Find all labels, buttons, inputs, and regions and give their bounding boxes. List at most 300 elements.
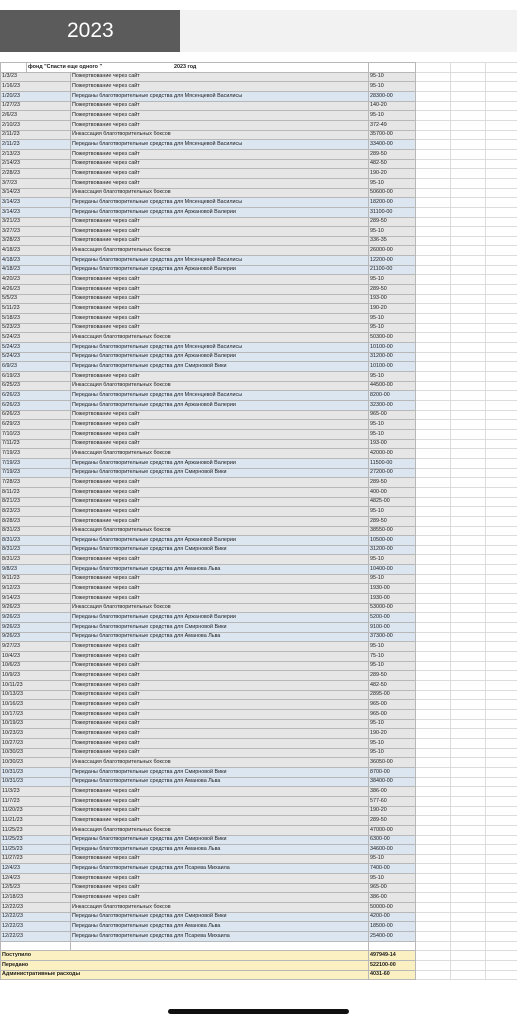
grid-cell[interactable] bbox=[416, 671, 451, 681]
date-cell[interactable]: 8/31/23 bbox=[1, 545, 71, 555]
grid-cell[interactable] bbox=[451, 816, 486, 826]
description-cell[interactable]: Переданы благотворительные средства для Псарева Михаила bbox=[71, 932, 369, 942]
grid-cell[interactable] bbox=[416, 169, 451, 179]
totals-value-cell[interactable]: 497949-14 bbox=[369, 951, 416, 961]
date-cell[interactable]: 8/28/23 bbox=[1, 516, 71, 526]
grid-cell[interactable] bbox=[451, 82, 486, 92]
description-cell[interactable]: Переданы благотворительные средства для Мясенцевой Василисы bbox=[71, 343, 369, 353]
amount-cell[interactable]: 42000-00 bbox=[369, 449, 416, 459]
grid-cell[interactable] bbox=[451, 681, 486, 691]
grid-cell[interactable] bbox=[486, 439, 517, 449]
date-cell[interactable]: 3/14/23 bbox=[1, 207, 71, 217]
amount-cell[interactable]: 10100-00 bbox=[369, 362, 416, 372]
grid-cell[interactable] bbox=[416, 149, 451, 159]
date-cell[interactable]: 7/11/23 bbox=[1, 439, 71, 449]
amount-cell[interactable]: 95-10 bbox=[369, 661, 416, 671]
date-cell[interactable]: 8/31/23 bbox=[1, 526, 71, 536]
amount-cell[interactable]: 4825-00 bbox=[369, 497, 416, 507]
grid-cell[interactable] bbox=[451, 777, 486, 787]
grid-cell[interactable] bbox=[416, 748, 451, 758]
grid-cell[interactable] bbox=[486, 941, 517, 951]
grid-cell[interactable] bbox=[416, 285, 451, 295]
grid-cell[interactable] bbox=[486, 169, 517, 179]
date-cell[interactable]: 4/26/23 bbox=[1, 285, 71, 295]
grid-cell[interactable] bbox=[451, 738, 486, 748]
grid-cell[interactable] bbox=[416, 874, 451, 884]
grid-cell[interactable] bbox=[416, 120, 451, 130]
grid-cell[interactable] bbox=[451, 748, 486, 758]
grid-cell[interactable] bbox=[451, 410, 486, 420]
grid-cell[interactable] bbox=[451, 545, 486, 555]
description-cell[interactable]: Пожертвование через сайт bbox=[71, 236, 369, 246]
grid-cell[interactable] bbox=[416, 420, 451, 430]
amount-cell[interactable]: 577-60 bbox=[369, 796, 416, 806]
grid-cell[interactable] bbox=[451, 806, 486, 816]
amount-cell[interactable]: 95-10 bbox=[369, 372, 416, 382]
grid-cell[interactable] bbox=[451, 236, 486, 246]
grid-cell[interactable] bbox=[451, 381, 486, 391]
grid-cell[interactable] bbox=[486, 101, 517, 111]
grid-cell[interactable] bbox=[416, 362, 451, 372]
totals-value-cell[interactable]: 522100-00 bbox=[369, 961, 416, 971]
grid-cell[interactable] bbox=[416, 574, 451, 584]
grid-cell[interactable] bbox=[486, 787, 517, 797]
grid-cell[interactable] bbox=[451, 864, 486, 874]
date-cell[interactable]: 10/23/23 bbox=[1, 729, 71, 739]
amount-cell[interactable]: 95-10 bbox=[369, 275, 416, 285]
amount-cell[interactable]: 32300-00 bbox=[369, 400, 416, 410]
amount-cell[interactable]: 27200-00 bbox=[369, 468, 416, 478]
amount-cell[interactable]: 47000-00 bbox=[369, 825, 416, 835]
date-cell[interactable]: 9/27/23 bbox=[1, 642, 71, 652]
totals-label-cell[interactable]: Передано bbox=[1, 961, 369, 971]
amount-cell[interactable]: 31200-00 bbox=[369, 352, 416, 362]
amount-cell[interactable]: 53000-00 bbox=[369, 603, 416, 613]
amount-cell[interactable]: 193-00 bbox=[369, 439, 416, 449]
grid-cell[interactable] bbox=[416, 603, 451, 613]
grid-cell[interactable] bbox=[416, 845, 451, 855]
description-cell[interactable]: Пожертвование через сайт bbox=[71, 429, 369, 439]
description-cell[interactable]: Переданы благотворительные средства для Аманова Льва bbox=[71, 632, 369, 642]
grid-cell[interactable] bbox=[486, 922, 517, 932]
date-cell[interactable]: 6/9/23 bbox=[1, 362, 71, 372]
grid-cell[interactable] bbox=[486, 265, 517, 275]
grid-cell[interactable] bbox=[486, 594, 517, 604]
grid-cell[interactable] bbox=[416, 545, 451, 555]
description-cell[interactable]: Пожертвование через сайт bbox=[71, 323, 369, 333]
amount-cell[interactable]: 372-49 bbox=[369, 120, 416, 130]
grid-cell[interactable] bbox=[451, 758, 486, 768]
date-cell[interactable]: 7/19/23 bbox=[1, 468, 71, 478]
description-cell[interactable]: Переданы благотворительные средства для Смирновой Вики bbox=[71, 835, 369, 845]
grid-cell[interactable] bbox=[486, 420, 517, 430]
amount-cell[interactable]: 965-00 bbox=[369, 700, 416, 710]
description-cell[interactable]: Инкассация благотворительных боксов bbox=[71, 188, 369, 198]
description-cell[interactable]: Пожертвование через сайт bbox=[71, 439, 369, 449]
amount-cell[interactable]: 95-10 bbox=[369, 748, 416, 758]
grid-cell[interactable] bbox=[451, 159, 486, 169]
amount-cell[interactable]: 31100-00 bbox=[369, 207, 416, 217]
amount-cell[interactable]: 26000-00 bbox=[369, 246, 416, 256]
amount-cell[interactable]: 95-10 bbox=[369, 574, 416, 584]
grid-cell[interactable] bbox=[451, 951, 486, 961]
date-cell[interactable]: 4/18/23 bbox=[1, 246, 71, 256]
grid-cell[interactable] bbox=[416, 449, 451, 459]
grid-cell[interactable] bbox=[486, 227, 517, 237]
grid-cell[interactable] bbox=[451, 352, 486, 362]
date-cell[interactable]: 12/22/23 bbox=[1, 922, 71, 932]
grid-cell[interactable] bbox=[416, 82, 451, 92]
grid-cell[interactable] bbox=[451, 961, 486, 971]
grid-cell[interactable] bbox=[451, 700, 486, 710]
grid-cell[interactable] bbox=[416, 767, 451, 777]
amount-cell[interactable]: 5200-00 bbox=[369, 613, 416, 623]
grid-cell[interactable] bbox=[486, 82, 517, 92]
amount-cell[interactable]: 44500-00 bbox=[369, 381, 416, 391]
date-cell[interactable]: 6/25/23 bbox=[1, 381, 71, 391]
amount-cell[interactable]: 289-50 bbox=[369, 285, 416, 295]
grid-cell[interactable] bbox=[416, 555, 451, 565]
grid-cell[interactable] bbox=[451, 555, 486, 565]
grid-cell[interactable] bbox=[416, 729, 451, 739]
grid-cell[interactable] bbox=[486, 381, 517, 391]
grid-cell[interactable] bbox=[451, 574, 486, 584]
date-cell[interactable]: 9/26/23 bbox=[1, 632, 71, 642]
grid-cell[interactable] bbox=[486, 874, 517, 884]
grid-cell[interactable] bbox=[451, 91, 486, 101]
amount-cell[interactable]: 21100-00 bbox=[369, 265, 416, 275]
description-cell[interactable]: Переданы благотворительные средства для Смирновой Вики bbox=[71, 767, 369, 777]
amount-cell[interactable]: 12200-00 bbox=[369, 256, 416, 266]
description-cell[interactable]: Пожертвование через сайт bbox=[71, 497, 369, 507]
grid-cell[interactable] bbox=[486, 845, 517, 855]
amount-cell[interactable]: 6300-00 bbox=[369, 835, 416, 845]
date-cell[interactable]: 10/31/23 bbox=[1, 777, 71, 787]
home-indicator[interactable] bbox=[168, 1009, 349, 1014]
description-cell[interactable]: Пожертвование через сайт bbox=[71, 681, 369, 691]
grid-cell[interactable] bbox=[416, 864, 451, 874]
grid-cell[interactable] bbox=[451, 623, 486, 633]
grid-cell[interactable] bbox=[416, 333, 451, 343]
date-cell[interactable]: 10/4/23 bbox=[1, 652, 71, 662]
grid-cell[interactable] bbox=[486, 217, 517, 227]
grid-cell[interactable] bbox=[451, 130, 486, 140]
date-cell[interactable]: 3/14/23 bbox=[1, 188, 71, 198]
grid-cell[interactable] bbox=[416, 207, 451, 217]
description-cell[interactable]: Пожертвование через сайт bbox=[71, 82, 369, 92]
description-cell[interactable]: Инкассация благотворительных боксов bbox=[71, 449, 369, 459]
description-cell[interactable]: Пожертвование через сайт bbox=[71, 72, 369, 82]
grid-cell[interactable] bbox=[451, 642, 486, 652]
totals-value-cell[interactable]: 4031-60 bbox=[369, 970, 416, 980]
date-cell[interactable]: 11/21/23 bbox=[1, 816, 71, 826]
grid-cell[interactable] bbox=[451, 719, 486, 729]
amount-cell[interactable]: 38400-00 bbox=[369, 777, 416, 787]
grid-cell[interactable] bbox=[416, 323, 451, 333]
grid-cell[interactable] bbox=[416, 381, 451, 391]
description-cell[interactable]: Инкассация благотворительных боксов bbox=[71, 825, 369, 835]
grid-cell[interactable] bbox=[486, 285, 517, 295]
amount-cell[interactable]: 34600-00 bbox=[369, 845, 416, 855]
date-cell[interactable]: 3/21/23 bbox=[1, 217, 71, 227]
amount-cell[interactable]: 289-50 bbox=[369, 217, 416, 227]
grid-cell[interactable] bbox=[451, 372, 486, 382]
date-cell[interactable]: 9/26/23 bbox=[1, 603, 71, 613]
grid-cell[interactable] bbox=[416, 140, 451, 150]
description-cell[interactable]: Пожертвование через сайт bbox=[71, 101, 369, 111]
grid-cell[interactable] bbox=[416, 236, 451, 246]
amount-cell[interactable]: 95-10 bbox=[369, 323, 416, 333]
amount-cell[interactable]: 95-10 bbox=[369, 874, 416, 884]
grid-cell[interactable] bbox=[451, 661, 486, 671]
description-cell[interactable]: Переданы благотворительные средства для Смирновой Вики bbox=[71, 362, 369, 372]
description-cell[interactable]: Переданы благотворительные средства для Смирновой Вики bbox=[71, 545, 369, 555]
date-cell[interactable]: 2/10/23 bbox=[1, 120, 71, 130]
date-cell[interactable]: 11/25/23 bbox=[1, 835, 71, 845]
grid-cell[interactable] bbox=[486, 178, 517, 188]
grid-cell[interactable] bbox=[451, 912, 486, 922]
grid-cell[interactable] bbox=[451, 565, 486, 575]
grid-cell[interactable] bbox=[416, 787, 451, 797]
description-cell[interactable]: Переданы благотворительные средства для Аманова Льва bbox=[71, 922, 369, 932]
grid-cell[interactable] bbox=[416, 256, 451, 266]
grid-cell[interactable] bbox=[451, 796, 486, 806]
grid-cell[interactable] bbox=[451, 198, 486, 208]
grid-cell[interactable] bbox=[486, 256, 517, 266]
date-cell[interactable]: 9/14/23 bbox=[1, 594, 71, 604]
date-cell[interactable]: 12/22/23 bbox=[1, 912, 71, 922]
date-cell[interactable]: 7/28/23 bbox=[1, 478, 71, 488]
grid-cell[interactable] bbox=[486, 574, 517, 584]
grid-cell[interactable] bbox=[486, 458, 517, 468]
description-cell[interactable]: Переданы благотворительные средства для Аманова Льва bbox=[71, 845, 369, 855]
date-cell[interactable]: 2/11/23 bbox=[1, 130, 71, 140]
date-cell[interactable]: 5/24/23 bbox=[1, 352, 71, 362]
description-cell[interactable]: Пожертвование через сайт bbox=[71, 796, 369, 806]
description-cell[interactable]: Переданы благотворительные средства для Аманова Льва bbox=[71, 777, 369, 787]
grid-cell[interactable] bbox=[451, 304, 486, 314]
grid-cell[interactable] bbox=[486, 777, 517, 787]
grid-cell[interactable] bbox=[451, 652, 486, 662]
grid-cell[interactable] bbox=[416, 796, 451, 806]
amount-cell[interactable]: 190-20 bbox=[369, 806, 416, 816]
grid-cell[interactable] bbox=[1, 941, 71, 951]
amount-cell[interactable]: 8700-00 bbox=[369, 767, 416, 777]
grid-cell[interactable] bbox=[451, 922, 486, 932]
grid-cell[interactable] bbox=[416, 893, 451, 903]
description-cell[interactable]: Пожертвование через сайт bbox=[71, 555, 369, 565]
date-cell[interactable]: 10/16/23 bbox=[1, 700, 71, 710]
grid-cell[interactable] bbox=[451, 458, 486, 468]
date-cell[interactable]: 2/11/23 bbox=[1, 140, 71, 150]
description-cell[interactable]: Пожертвование через сайт bbox=[71, 729, 369, 739]
grid-cell[interactable] bbox=[416, 372, 451, 382]
amount-cell[interactable]: 95-10 bbox=[369, 178, 416, 188]
grid-cell[interactable] bbox=[486, 275, 517, 285]
grid-cell[interactable] bbox=[451, 275, 486, 285]
description-cell[interactable]: Пожертвование через сайт bbox=[71, 169, 369, 179]
grid-cell[interactable] bbox=[486, 507, 517, 517]
grid-cell[interactable] bbox=[416, 661, 451, 671]
date-cell[interactable]: 1/16/23 bbox=[1, 82, 71, 92]
grid-cell[interactable] bbox=[451, 149, 486, 159]
grid-cell[interactable] bbox=[486, 671, 517, 681]
date-cell[interactable]: 10/30/23 bbox=[1, 758, 71, 768]
grid-cell[interactable] bbox=[486, 970, 517, 980]
grid-cell[interactable] bbox=[416, 159, 451, 169]
grid-cell[interactable] bbox=[451, 468, 486, 478]
description-cell[interactable]: Пожертвование через сайт bbox=[71, 700, 369, 710]
date-cell[interactable]: 9/26/23 bbox=[1, 623, 71, 633]
description-cell[interactable]: Пожертвование через сайт bbox=[71, 574, 369, 584]
grid-cell[interactable] bbox=[486, 748, 517, 758]
amount-cell[interactable]: 36050-00 bbox=[369, 758, 416, 768]
date-cell[interactable]: 3/7/23 bbox=[1, 178, 71, 188]
amount-cell[interactable]: 95-10 bbox=[369, 420, 416, 430]
description-cell[interactable]: Пожертвование через сайт bbox=[71, 227, 369, 237]
header-cell-empty[interactable] bbox=[1, 63, 27, 73]
grid-cell[interactable] bbox=[416, 314, 451, 324]
description-cell[interactable]: Переданы благотворительные средства для Мясенцевой Василисы bbox=[71, 198, 369, 208]
date-cell[interactable]: 6/19/23 bbox=[1, 372, 71, 382]
grid-cell[interactable] bbox=[416, 825, 451, 835]
grid-cell[interactable] bbox=[486, 207, 517, 217]
grid-cell[interactable] bbox=[486, 188, 517, 198]
grid-cell[interactable] bbox=[416, 391, 451, 401]
grid-cell[interactable] bbox=[486, 903, 517, 913]
description-cell[interactable]: Пожертвование через сайт bbox=[71, 594, 369, 604]
grid-cell[interactable] bbox=[451, 333, 486, 343]
grid-cell[interactable] bbox=[416, 294, 451, 304]
grid-cell[interactable] bbox=[486, 613, 517, 623]
grid-cell[interactable] bbox=[486, 478, 517, 488]
grid-cell[interactable] bbox=[451, 671, 486, 681]
header-cell-value[interactable] bbox=[369, 63, 416, 73]
grid-cell[interactable] bbox=[416, 941, 451, 951]
description-cell[interactable]: Пожертвование через сайт bbox=[71, 584, 369, 594]
date-cell[interactable]: 8/11/23 bbox=[1, 487, 71, 497]
amount-cell[interactable]: 386-00 bbox=[369, 893, 416, 903]
description-cell[interactable]: Переданы благотворительные средства для Аржановой Валерии bbox=[71, 400, 369, 410]
grid-cell[interactable] bbox=[416, 63, 451, 73]
grid-cell[interactable] bbox=[451, 603, 486, 613]
grid-cell[interactable] bbox=[451, 362, 486, 372]
grid-cell[interactable] bbox=[416, 400, 451, 410]
grid-cell[interactable] bbox=[451, 140, 486, 150]
grid-cell[interactable] bbox=[486, 603, 517, 613]
description-cell[interactable]: Пожертвование через сайт bbox=[71, 178, 369, 188]
grid-cell[interactable] bbox=[486, 767, 517, 777]
amount-cell[interactable]: 95-10 bbox=[369, 854, 416, 864]
date-cell[interactable]: 6/29/23 bbox=[1, 420, 71, 430]
grid-cell[interactable] bbox=[486, 951, 517, 961]
grid-cell[interactable] bbox=[416, 188, 451, 198]
date-cell[interactable]: 3/28/23 bbox=[1, 236, 71, 246]
grid-cell[interactable] bbox=[486, 159, 517, 169]
date-cell[interactable]: 4/18/23 bbox=[1, 265, 71, 275]
description-cell[interactable]: Пожертвование через сайт bbox=[71, 275, 369, 285]
grid-cell[interactable] bbox=[486, 111, 517, 121]
grid-cell[interactable] bbox=[486, 854, 517, 864]
grid-cell[interactable] bbox=[486, 536, 517, 546]
grid-cell[interactable] bbox=[486, 719, 517, 729]
amount-cell[interactable]: 10400-00 bbox=[369, 565, 416, 575]
date-cell[interactable]: 6/26/23 bbox=[1, 391, 71, 401]
amount-cell[interactable]: 2895-00 bbox=[369, 690, 416, 700]
date-cell[interactable]: 2/6/23 bbox=[1, 111, 71, 121]
amount-cell[interactable]: 190-20 bbox=[369, 729, 416, 739]
grid-cell[interactable] bbox=[416, 410, 451, 420]
description-cell[interactable]: Инкассация благотворительных боксов bbox=[71, 603, 369, 613]
grid-cell[interactable] bbox=[486, 236, 517, 246]
amount-cell[interactable]: 95-10 bbox=[369, 314, 416, 324]
grid-cell[interactable] bbox=[486, 497, 517, 507]
grid-cell[interactable] bbox=[416, 613, 451, 623]
grid-cell[interactable] bbox=[486, 652, 517, 662]
amount-cell[interactable]: 140-20 bbox=[369, 101, 416, 111]
grid-cell[interactable] bbox=[486, 961, 517, 971]
grid-cell[interactable] bbox=[451, 449, 486, 459]
description-cell[interactable]: Переданы благотворительные средства для Аржановой Валерии bbox=[71, 265, 369, 275]
grid-cell[interactable] bbox=[416, 806, 451, 816]
spreadsheet-grid[interactable] bbox=[0, 62, 517, 995]
description-cell[interactable]: Переданы благотворительные средства для Аржановой Валерии bbox=[71, 613, 369, 623]
grid-cell[interactable] bbox=[451, 893, 486, 903]
grid-cell[interactable] bbox=[451, 246, 486, 256]
grid-cell[interactable] bbox=[486, 314, 517, 324]
grid-cell[interactable] bbox=[486, 738, 517, 748]
grid-cell[interactable] bbox=[416, 623, 451, 633]
description-cell[interactable]: Пожертвование через сайт bbox=[71, 874, 369, 884]
date-cell[interactable]: 5/11/23 bbox=[1, 304, 71, 314]
amount-cell[interactable]: 9100-00 bbox=[369, 623, 416, 633]
description-cell[interactable]: Переданы благотворительные средства для Аржановой Валерии bbox=[71, 352, 369, 362]
grid-cell[interactable] bbox=[486, 304, 517, 314]
grid-cell[interactable] bbox=[451, 227, 486, 237]
amount-cell[interactable]: 95-10 bbox=[369, 111, 416, 121]
description-cell[interactable]: Пожертвование через сайт bbox=[71, 507, 369, 517]
description-cell[interactable]: Пожертвование через сайт bbox=[71, 883, 369, 893]
amount-cell[interactable]: 4200-00 bbox=[369, 912, 416, 922]
amount-cell[interactable]: 190-20 bbox=[369, 169, 416, 179]
grid-cell[interactable] bbox=[486, 120, 517, 130]
description-cell[interactable]: Инкассация благотворительных боксов bbox=[71, 333, 369, 343]
grid-cell[interactable] bbox=[416, 439, 451, 449]
date-cell[interactable]: 10/6/23 bbox=[1, 661, 71, 671]
description-cell[interactable]: Пожертвование через сайт bbox=[71, 671, 369, 681]
date-cell[interactable]: 11/25/23 bbox=[1, 825, 71, 835]
description-cell[interactable]: Переданы благотворительные средства для Аманова Льва bbox=[71, 565, 369, 575]
grid-cell[interactable] bbox=[451, 72, 486, 82]
date-cell[interactable]: 7/19/23 bbox=[1, 449, 71, 459]
amount-cell[interactable]: 386-00 bbox=[369, 787, 416, 797]
grid-cell[interactable] bbox=[451, 536, 486, 546]
grid-cell[interactable] bbox=[416, 497, 451, 507]
grid-cell[interactable] bbox=[416, 912, 451, 922]
amount-cell[interactable]: 18200-00 bbox=[369, 198, 416, 208]
date-cell[interactable]: 5/24/23 bbox=[1, 343, 71, 353]
grid-cell[interactable] bbox=[416, 922, 451, 932]
header-cell-title[interactable] bbox=[27, 63, 369, 73]
grid-cell[interactable] bbox=[416, 352, 451, 362]
grid-cell[interactable] bbox=[416, 700, 451, 710]
grid-cell[interactable] bbox=[416, 178, 451, 188]
amount-cell[interactable]: 482-50 bbox=[369, 159, 416, 169]
amount-cell[interactable]: 289-50 bbox=[369, 478, 416, 488]
amount-cell[interactable]: 95-10 bbox=[369, 642, 416, 652]
grid-cell[interactable] bbox=[451, 584, 486, 594]
grid-cell[interactable] bbox=[486, 642, 517, 652]
